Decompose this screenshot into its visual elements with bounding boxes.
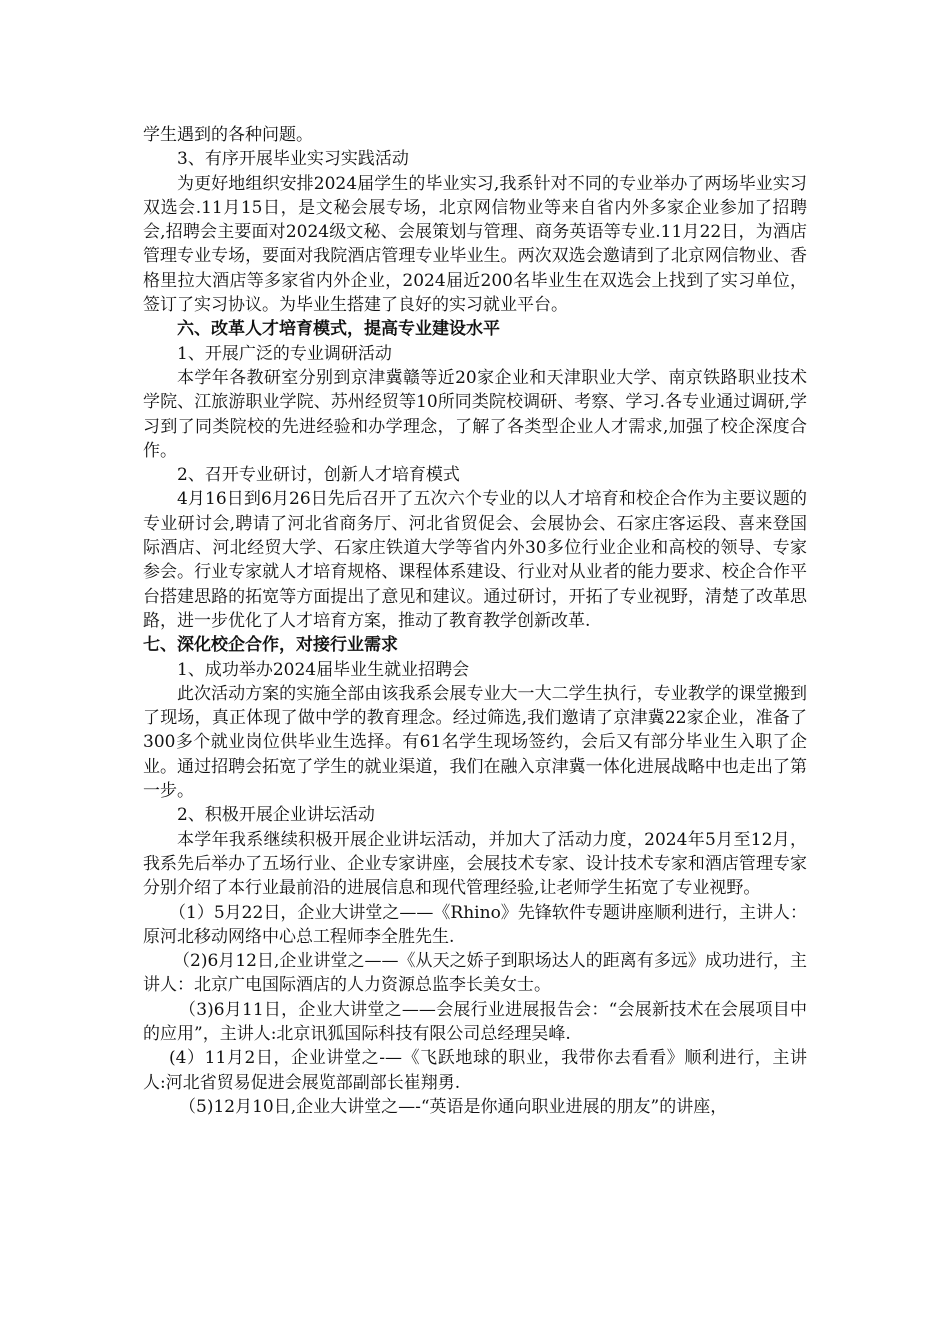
lecture-item: （2)6月12日,企业讲堂之——《从天之娇子到职场达人的距离有多远》成功进行，主讲人：北京广电国际酒店的人力资源总监李长美女士。	[143, 951, 807, 996]
subsection-heading: 1、成功举办2024届毕业生就业招聘会	[177, 659, 470, 680]
lecture-item: （3)6月11日，企业大讲堂之——会展行业进展报告会：“会展新技术在会展项目中的应用”，主讲人:北京讯狐国际科技有限公司总经理吴峰.	[143, 999, 807, 1044]
section-heading: 七、深化校企合作，对接行业需求	[143, 635, 398, 656]
lecture-item: （5)12月10日,企业大讲堂之—-“英语是你通向职业进展的朋友”的讲座，	[179, 1096, 728, 1117]
paragraph: 4月16日到6月26日先后召开了五次六个专业的以人才培育和校企合作为主要议题的专业研讨会,聘请了河北省商务厅、河北省贸促会、会展协会、石家庄客运段、喜来登国际酒店、河北经贸大学、石家庄铁道大学等省内外30多位行业企业和高校的领导、专家参会。行业专家就人才培育规格、课程体系建设、行业对从业者的能力要求、校企合作平台搭建思路的拓宽等方面提出了意见和建议。通过研讨，开拓了专业视野，清楚了改革思路，进一步优化了人才培育方案，推动了教育教学创新改革.	[143, 489, 807, 631]
subsection-heading: 3、有序开展毕业实习实践活动	[177, 149, 409, 170]
paragraph: 为更好地组织安排2024届学生的毕业实习,我系针对不同的专业举办了两场毕业实习双选会.11月15日，是文秘会展专场，北京网信物业等来自省内外多家企业参加了招聘会,招聘会主要面对2024级文秘、会展策划与管理、商务英语等专业.11月22日，为酒店管理专业专场，要面对我院酒店管理专业毕业生。两次双选会邀请到了北京网信物业、香格里拉大酒店等多家省内外企业，2024届近200名毕业生在双选会上找到了实习单位，签订了实习协议。为毕业生搭建了良好的实习就业平台。	[143, 173, 807, 316]
paragraph: 本学年各教研室分别到京津冀赣等近20家企业和天津职业大学、南京铁路职业技术学院、江旅游职业学院、苏州经贸等10所同类院校调研、考察、学习.各专业通过调研,学习到了同类院校的先进经验和办学理念，了解了各类型企业人才需求,加强了校企深度合作。	[143, 367, 807, 461]
paragraph: 学生遇到的各种问题。	[143, 125, 313, 145]
lecture-item: （1）5月22日，企业大讲堂之——《Rhino》先锋软件专题讲座顺利进行，主讲人：原河北移动网络中心总工程师李全胜先生.	[143, 902, 807, 947]
paragraph: 本学年我系继续积极开展企业讲坛活动，并加大了活动力度，2024年5月至12月，我系先后举办了五场行业、企业专家讲座，会展技术专家、设计技术专家和酒店管理专家分别介绍了本行业最前沿的进展信息和现代管理经验,让老师学生拓宽了专业视野。	[143, 829, 807, 899]
subsection-heading: 2、召开专业研讨，创新人才培育模式	[177, 465, 460, 486]
section-heading: 六、改革人才培育模式，提高专业建设水平	[177, 319, 500, 340]
subsection-heading: 1、开展广泛的专业调研活动	[177, 343, 392, 364]
document-body	[143, 123, 807, 1119]
subsection-heading: 2、积极开展企业讲坛活动	[177, 805, 375, 826]
lecture-item: (4）11月2日，企业讲堂之-—《飞跃地球的职业，我带你去看看》顺利进行，主讲人:河北省贸易促进会展览部副部长崔翔勇.	[143, 1048, 807, 1093]
paragraph: 此次活动方案的实施全部由该我系会展专业大一大二学生执行，专业教学的课堂搬到了现场，真正体现了做中学的教育理念。经过筛选,我们邀请了京津冀22家企业，准备了300多个就业岗位供毕业生选择。有61名学生现场签约，会后又有部分毕业生入职了企业。通过招聘会拓宽了学生的就业渠道，我们在融入京津冀一体化进展战略中也走出了第一步。	[143, 683, 807, 802]
